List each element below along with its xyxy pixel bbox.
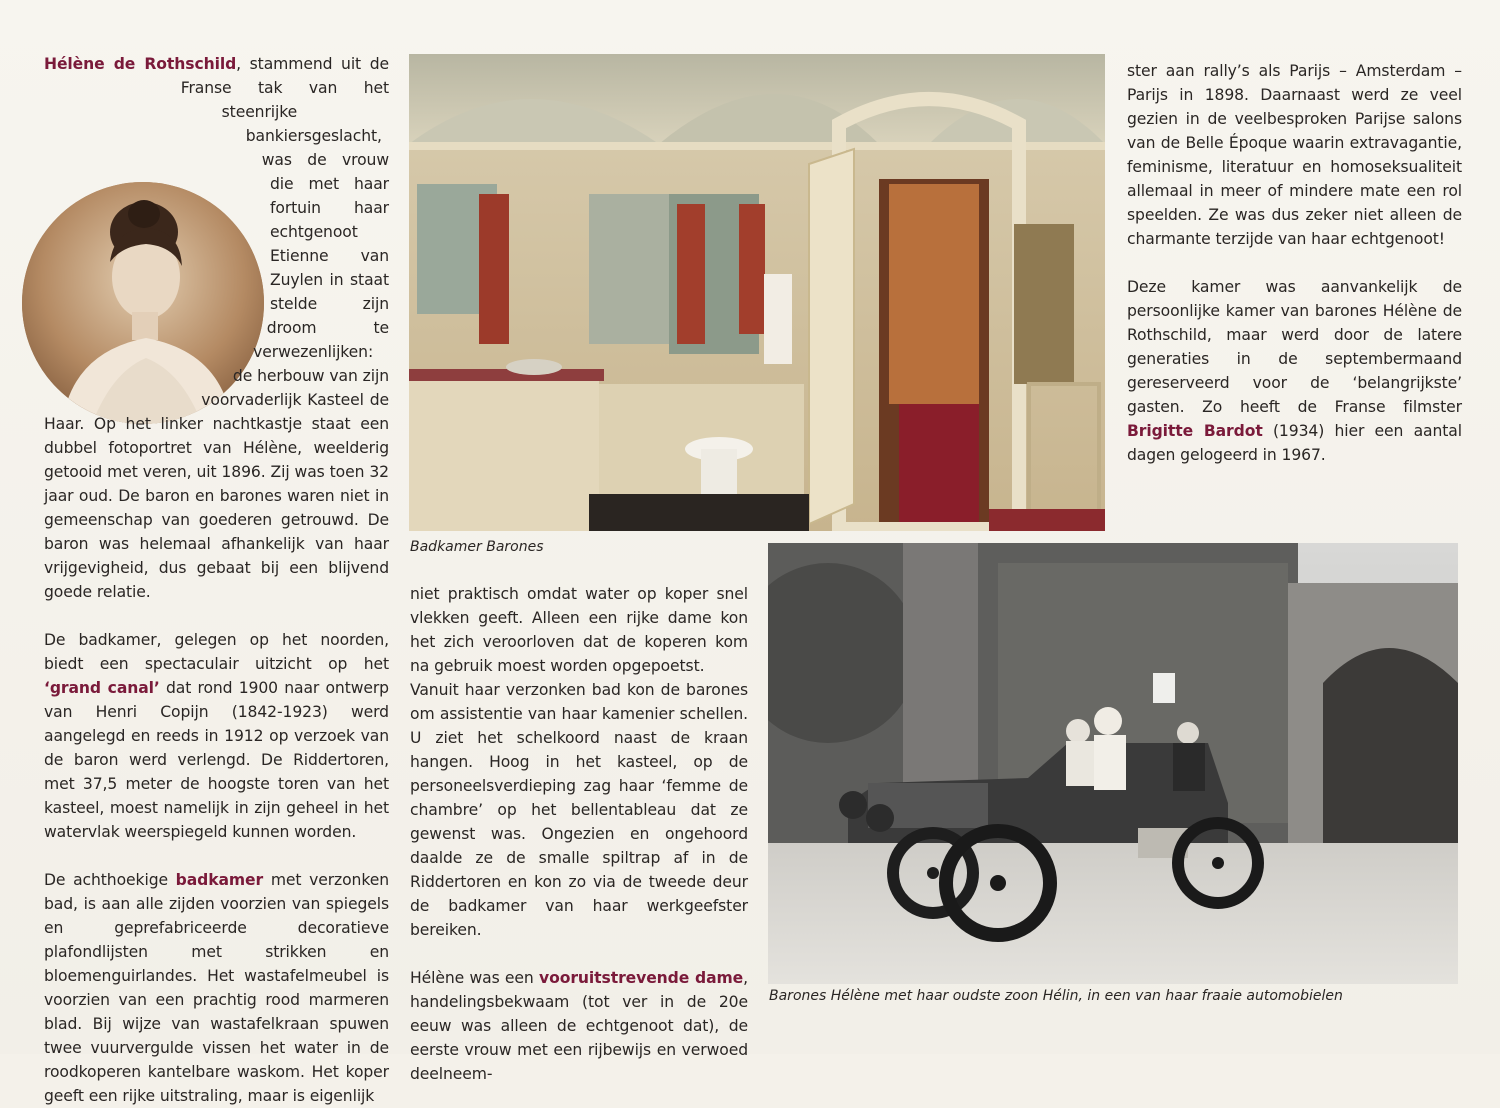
paragraph-copper-basin — [410, 582, 748, 678]
text-run: Deze kamer was aanvankelijk de persoonlijke kamer van barones Hélène de Rothschild, maar werd door de latere generaties in de septembermaand gereserveerd voor de ‘belangrijkste’ gasten. Zo heeft de Franse filmster — [1127, 278, 1462, 416]
bathroom-photo — [409, 54, 1105, 531]
paragraph-rally — [1127, 59, 1462, 251]
paragraph-bathroom-view — [44, 628, 389, 844]
paragraph-progressive-lady — [410, 966, 748, 1086]
text-run: , handelingsbekwaam (tot ver in de 20e eeuw was alleen de echtgenoot dat), de eerste vrouw met een rijbewijs en verwoed deelneem- — [410, 969, 748, 1083]
paragraph-guest-room — [1127, 275, 1462, 467]
highlighted-term: Brigitte Bardot — [1127, 422, 1263, 440]
text-run: , stammend uit de Franse tak van het steenrijke bankiersgeslacht, was de vrouw die met haar fortuin haar echtgenoot Etienne van Zuylen in staat stelde zijn droom te verwezenlijken: de herbouw van zijn voorvaderlijk Kasteel de Haar. Op het linker nachtkastje staat een dubbel fotoportret van Hélène, weelderig getooid met veren, uit 1896. Zij was toen 32 jaar oud. De baron en barones waren niet in gemeenschap van goederen getrouwd. De baron was helemaal afhankelijk van haar vrijgevigheid, dus gebaat bij een blijvend goede relatie. — [44, 55, 390, 601]
text-run: De badkamer, gelegen op het noorden, biedt een spectaculair uitzicht op het — [44, 631, 389, 673]
paragraph-octagonal-bathroom — [44, 868, 389, 1108]
text-run: De achthoekige — [44, 871, 176, 889]
text-run: met verzonken bad, is aan alle zijden voorzien van spiegels en geprefabriceerde decoratieve plafondlijsten met strikken en bloemenguirlandes. Het wastafelmeubel is voorzien van een prachtig rood marmeren blad. Bij wijze van wastafelkraan spuwen twee vuurvergulde vissen het water in de roodkoperen kantelbare waskom. Het koper geeft een rijke uitstraling, maar is eigenlijk — [44, 871, 389, 1105]
text-column-3 — [1127, 59, 1462, 467]
paragraph-bell-cord — [410, 678, 748, 942]
text-run: Vanuit haar verzonken bad kon de barones om assistentie van haar kamenier schellen. U ziet het schelkoord naast de kraan hangen. Hoog in het kasteel, op de personeelsverdieping zag haar ‘femme de chambre’ op het bellentableau dat ze gewenst was. Ongezien en ongehoord daalde ze de smalle spiltrap af in de Riddertoren en kon zo via de tweede deur de badkamer van haar werkgeefster bereiken. — [410, 681, 748, 939]
text-run: ster aan rally’s als Parijs – Amsterdam – Parijs in 1898. Daarnaast werd ze veel gezien in de veelbesproken Parijse salons van de Belle Époque waarin extravagantie, feminisme, literatuur en homoseksualiteit allemaal in meer of mindere mate een rol speelden. Ze was dus zeker niet alleen de charmante terzijde van haar echtgenoot! — [1127, 62, 1462, 248]
text-run: niet praktisch omdat water op koper snel vlekken geeft. Alleen een rijke dame kon het zich veroorloven dat de koperen kom na gebruik moest worden opgepoetst. — [410, 585, 748, 675]
text-column-1-body — [44, 52, 389, 1108]
car-image — [768, 543, 1458, 984]
bathroom-image — [409, 54, 1105, 531]
caption-bathroom: Badkamer Barones — [410, 539, 544, 555]
highlighted-term: Hélène de Rothschild — [44, 55, 237, 73]
caption-car: Barones Hélène met haar oudste zoon Hélin, in een van haar fraaie automobielen — [769, 988, 1343, 1004]
text-run: dat rond 1900 naar ontwerp van Henri Copijn (1842-1923) werd aangelegd en reeds in 1912 op verzoek van de baron werd verlengd. De Riddertoren, met 37,5 meter de hoogste toren van het kasteel, moest namelijk in zijn geheel in het watervlak weerspiegeld kunnen worden. — [44, 679, 389, 841]
highlighted-term: ‘grand canal’ — [44, 679, 160, 697]
highlighted-term: badkamer — [175, 871, 264, 889]
text-run: Hélène was een — [410, 969, 540, 987]
text-run: (1934) hier een aantal dagen gelogeerd in 1967. — [1127, 422, 1462, 464]
car-photo — [768, 543, 1458, 984]
text-column-2 — [410, 582, 748, 1086]
highlighted-term: vooruitstrevende dame — [539, 969, 744, 987]
